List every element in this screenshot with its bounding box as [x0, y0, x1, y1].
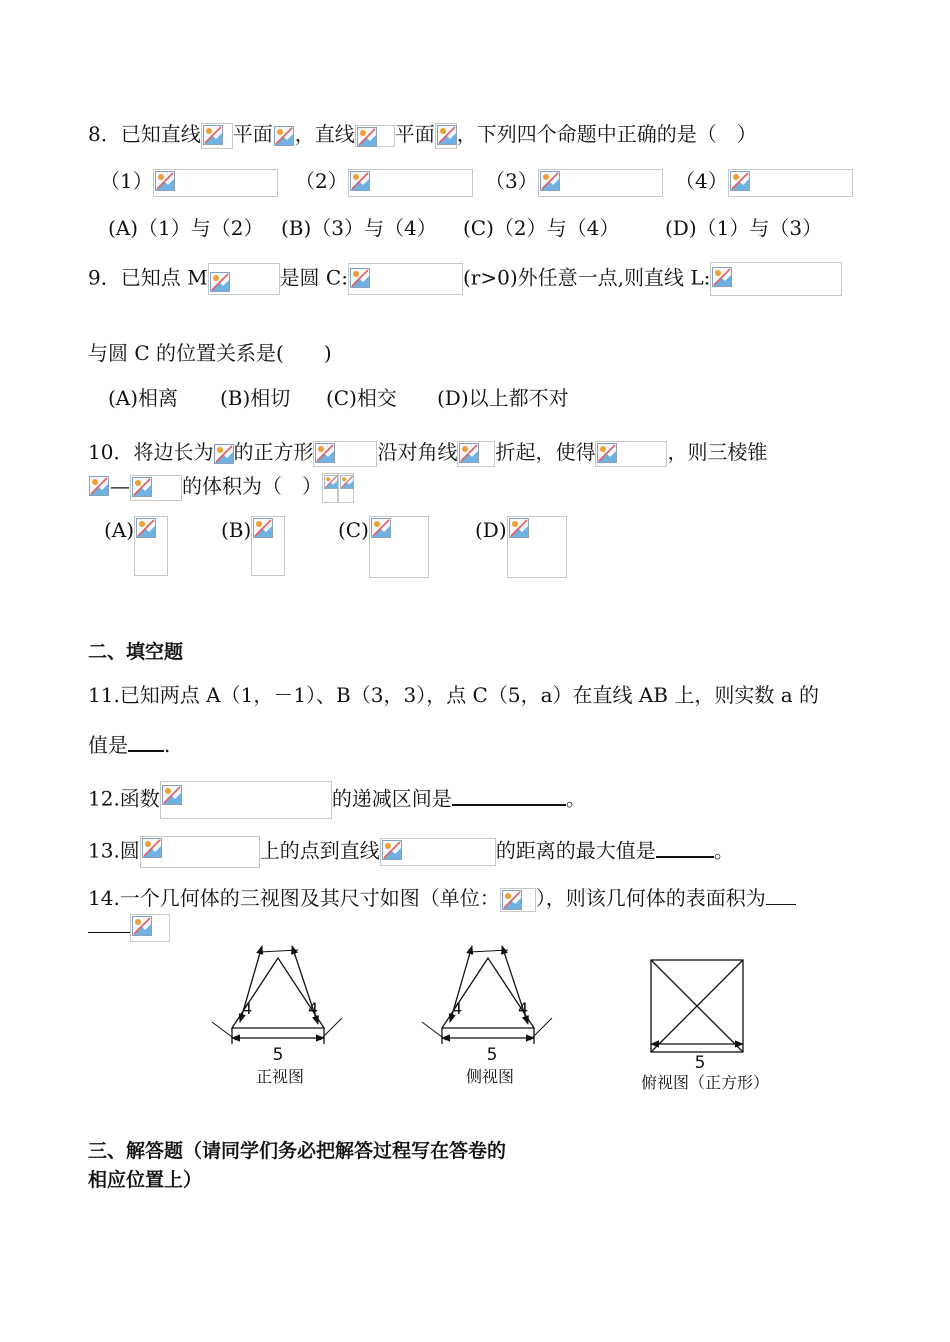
formula-image — [160, 781, 332, 819]
q9-stem: 9．已知点 M 是圆 C: (r>0)外任意一点,则直线 L: — [88, 262, 842, 296]
image-placeholder-icon — [340, 475, 354, 489]
q10-stem-continued: — 的体积为（ ） — [88, 472, 354, 503]
front-view-caption: 正视图 — [255, 1067, 305, 1086]
side-view — [422, 946, 552, 1044]
q11-stem: 11.已知两点 A（1，－1）、B（3，3），点 C（5，a）在直线 AB 上，则实数 a 的 — [88, 683, 820, 707]
side-base-label: 5 — [486, 1045, 498, 1065]
image-placeholder-icon — [155, 171, 175, 191]
formula-image — [208, 263, 280, 295]
formula-image — [500, 888, 536, 912]
formula-image — [130, 475, 182, 501]
image-placeholder-icon — [253, 518, 273, 538]
choice-d: (D)以上都不对 — [437, 386, 569, 410]
formula-image — [538, 169, 663, 197]
formula-image — [130, 914, 170, 942]
side-right-label: 4 — [518, 999, 529, 1018]
formula-image — [140, 836, 260, 868]
formula-image — [322, 473, 338, 503]
choice-b: (B) — [221, 518, 252, 542]
formula-image — [201, 123, 233, 149]
formula-image — [507, 516, 567, 578]
image-placeholder-icon — [315, 443, 335, 463]
image-placeholder-icon — [712, 267, 732, 287]
image-placeholder-icon — [459, 443, 479, 463]
image-placeholder-icon — [371, 518, 391, 538]
choice-b: (B)相切 — [220, 386, 291, 410]
image-placeholder-icon — [162, 785, 182, 805]
formula-image — [710, 262, 842, 296]
q10-choices — [104, 516, 567, 578]
side-view-caption: 侧视图 — [465, 1067, 515, 1086]
top-view — [651, 960, 743, 1052]
formula-image — [380, 838, 496, 866]
formula-image — [88, 475, 110, 501]
formula-image — [435, 123, 457, 149]
q14-stem: 14.一个几何体的三视图及其尺寸如图（单位： ），则该几何体的表面积为 — [88, 884, 796, 912]
image-placeholder-icon — [214, 444, 234, 464]
image-placeholder-icon — [132, 916, 152, 936]
side-left-label: 4 — [452, 999, 463, 1018]
formula-image — [457, 441, 495, 467]
answer-blank[interactable] — [88, 914, 130, 933]
q9-stem-continued: 与圆 C 的位置关系是( ) — [88, 341, 332, 365]
image-placeholder-icon — [382, 840, 402, 860]
section-heading: 三、解答题（请同学们务必把解答过程写在答卷的 — [88, 1140, 507, 1162]
image-placeholder-icon — [350, 171, 370, 191]
section-heading: 二、填空题 — [88, 641, 184, 663]
q12-stem: 12.函数 的递减区间是 。 — [88, 781, 586, 819]
image-placeholder-icon — [203, 125, 223, 145]
formula-image — [595, 441, 667, 467]
formula-image — [348, 169, 473, 197]
image-placeholder-icon — [136, 518, 156, 538]
q8-propositions: （1） （2） （3） （4） — [100, 167, 853, 197]
choice-c: (C)（2）与（4） — [463, 216, 620, 240]
front-left-label: 4 — [242, 999, 253, 1018]
image-placeholder-icon — [540, 171, 560, 191]
top-view-caption: 俯视图（正方形） — [640, 1073, 770, 1092]
image-placeholder-icon — [132, 477, 152, 497]
section-heading-continued: 相应位置上） — [88, 1169, 203, 1191]
choice-d: (D)（1）与（3） — [665, 216, 823, 240]
image-placeholder-icon — [142, 838, 162, 858]
formula-image — [273, 125, 295, 147]
formula-image — [355, 125, 395, 147]
formula-image — [728, 169, 853, 197]
answer-blank[interactable] — [766, 886, 796, 905]
choice-a: (A) — [104, 518, 135, 542]
q10-stem: 10．将边长为 的正方形 沿对角线 折起，使得 ，则三棱锥 — [88, 438, 767, 467]
choice-d: (D) — [475, 518, 507, 542]
q14-stem-continued — [88, 912, 170, 942]
formula-image — [338, 473, 354, 503]
formula-image — [213, 443, 233, 465]
image-placeholder-icon — [89, 476, 109, 496]
image-placeholder-icon — [730, 171, 750, 191]
choice-c: (C) — [338, 518, 369, 542]
three-views-figure — [200, 940, 800, 1100]
front-base-label: 5 — [272, 1045, 284, 1065]
choice-b: (B)（3）与（4） — [281, 216, 437, 240]
image-placeholder-icon — [210, 272, 230, 292]
formula-image — [313, 441, 377, 467]
choice-a: (A)相离 — [108, 386, 179, 410]
image-placeholder-icon — [324, 475, 338, 489]
image-placeholder-icon — [357, 127, 377, 147]
q8-choices — [108, 214, 822, 242]
image-placeholder-icon — [502, 890, 522, 910]
q13-stem: 13.圆 上的点到直线 的距离的最大值是 。 — [88, 836, 734, 868]
q9-choices — [108, 384, 569, 412]
image-placeholder-icon — [509, 518, 529, 538]
image-placeholder-icon — [597, 443, 617, 463]
top-base-label: 5 — [694, 1053, 706, 1073]
formula-image — [348, 263, 463, 295]
choice-a: (A)（1）与（2） — [108, 216, 264, 240]
front-right-label: 4 — [308, 999, 319, 1018]
answer-blank[interactable] — [452, 786, 566, 806]
image-placeholder-icon — [437, 125, 457, 145]
formula-image — [153, 169, 278, 197]
front-view — [212, 946, 342, 1044]
formula-image — [134, 516, 168, 576]
choice-c: (C)相交 — [326, 386, 397, 410]
q11-stem-continued: 值是 . — [88, 733, 171, 757]
image-placeholder-icon — [274, 126, 294, 146]
q8-stem: 8．已知直线 平面 ，直线 平面 ，下列四个命题中正确的是（ ） — [88, 120, 757, 149]
formula-image — [369, 516, 429, 578]
formula-image — [251, 516, 285, 576]
answer-blank[interactable] — [128, 732, 164, 752]
image-placeholder-icon — [350, 268, 370, 288]
answer-blank[interactable] — [656, 838, 714, 858]
